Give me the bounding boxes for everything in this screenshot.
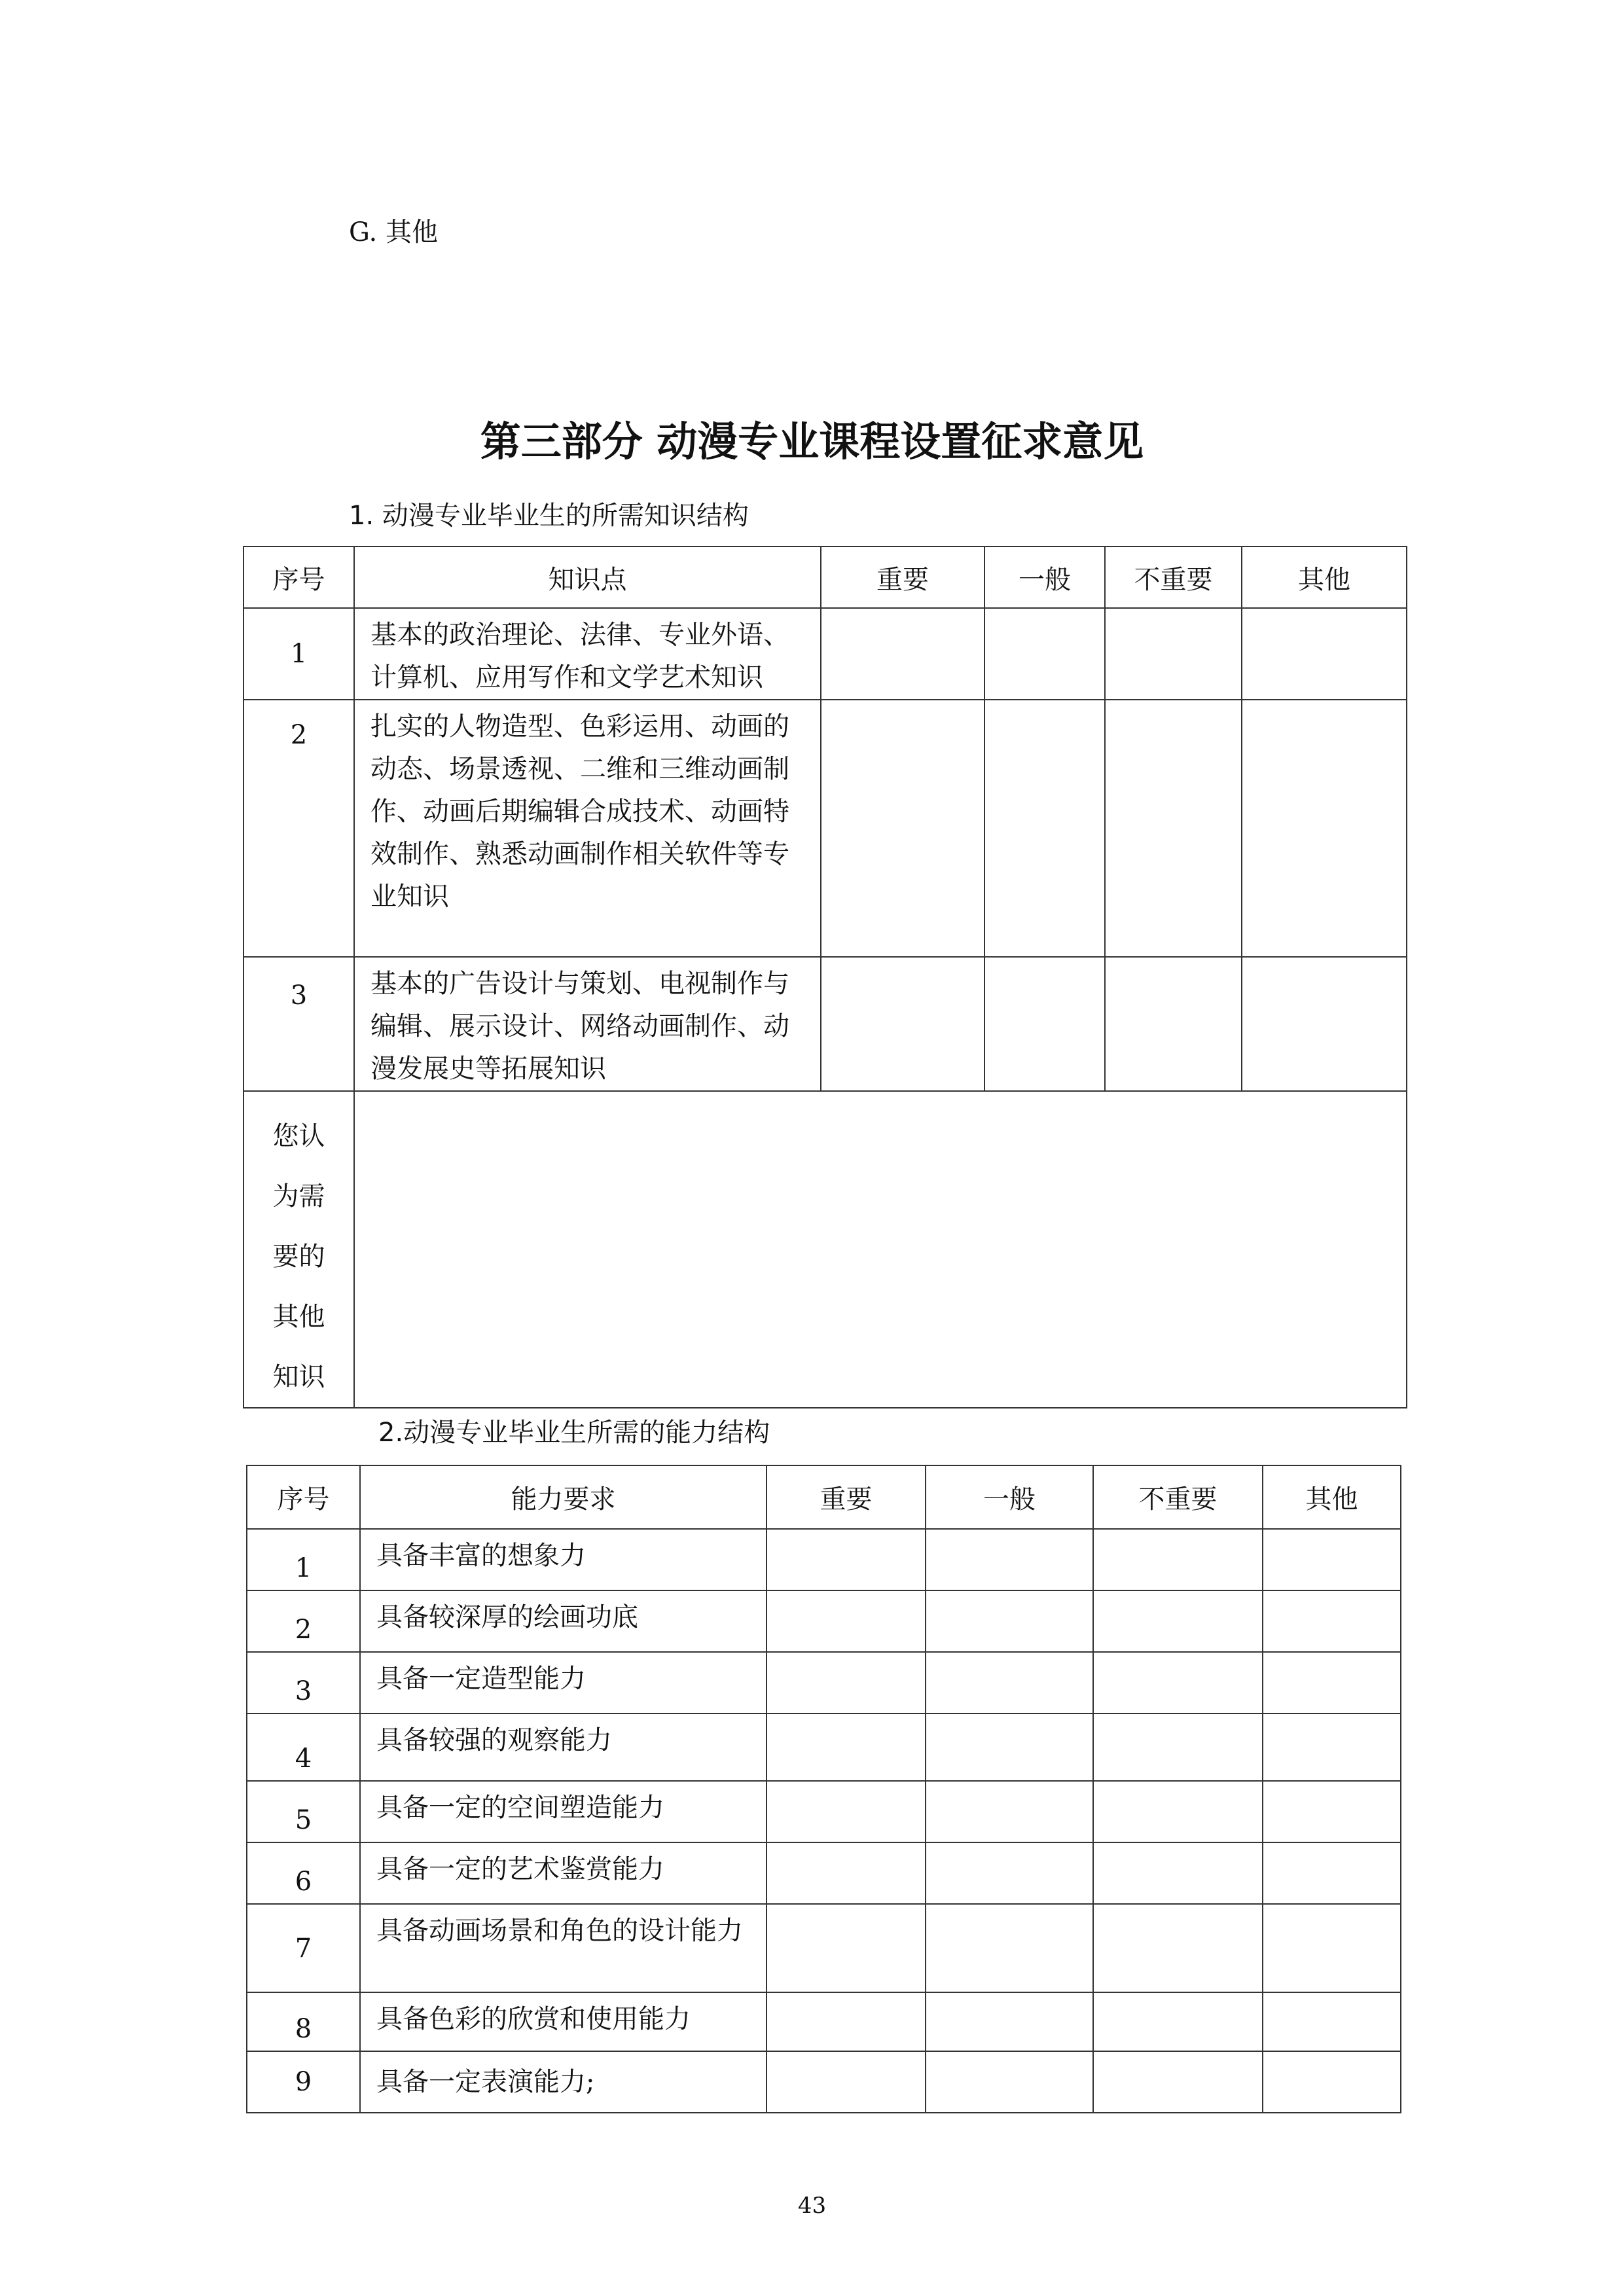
row-knowledge: 基本的广告设计与策划、电视制作与编辑、展示设计、网络动画制作、动漫发展史等拓展知识 xyxy=(354,957,821,1091)
label-line: 知识 xyxy=(272,1362,325,1392)
cell-important-checkbox[interactable] xyxy=(767,1904,926,1992)
label-line: 其他 xyxy=(272,1302,325,1332)
cell-general-checkbox[interactable] xyxy=(926,1652,1093,1713)
row-no: 6 xyxy=(247,1842,360,1904)
col-header-general: 一般 xyxy=(984,547,1105,608)
cell-general-checkbox[interactable] xyxy=(926,1842,1093,1904)
col-header-unimportant: 不重要 xyxy=(1093,1465,1263,1529)
option-g-text: G. 其他 xyxy=(349,217,438,247)
page-number: 43 xyxy=(797,2193,827,2219)
col-header-unimportant: 不重要 xyxy=(1105,547,1242,608)
table-row xyxy=(247,1781,1401,1842)
col-header-important: 重要 xyxy=(821,547,984,608)
cell-important-checkbox[interactable] xyxy=(767,1652,926,1713)
table-row xyxy=(244,608,1407,700)
knowledge-structure-table xyxy=(243,546,1407,1408)
table-row xyxy=(247,1652,1401,1713)
section2-heading: 2.动漫专业毕业生所需的能力结构 xyxy=(378,1418,770,1448)
row-no: 1 xyxy=(244,608,354,700)
cell-other-checkbox[interactable] xyxy=(1263,1842,1401,1904)
table-header-row xyxy=(244,547,1407,608)
cell-other-checkbox[interactable] xyxy=(1242,608,1407,700)
cell-unimportant-checkbox[interactable] xyxy=(1105,700,1242,957)
cell-unimportant-checkbox[interactable] xyxy=(1093,1590,1263,1652)
cell-general-checkbox[interactable] xyxy=(984,957,1105,1091)
cell-unimportant-checkbox[interactable] xyxy=(1093,1529,1263,1590)
cell-other-checkbox[interactable] xyxy=(1263,1652,1401,1713)
other-knowledge-input[interactable] xyxy=(354,1091,1407,1408)
cell-general-checkbox[interactable] xyxy=(926,1992,1093,2051)
cell-general-checkbox[interactable] xyxy=(926,1529,1093,1590)
cell-general-checkbox[interactable] xyxy=(926,1904,1093,1992)
cell-other-checkbox[interactable] xyxy=(1263,1590,1401,1652)
row-no: 4 xyxy=(247,1713,360,1781)
cell-general-checkbox[interactable] xyxy=(926,2051,1093,2113)
row-no: 7 xyxy=(247,1904,360,1992)
row-ability: 具备一定表演能力; xyxy=(360,2051,767,2113)
col-header-other: 其他 xyxy=(1242,547,1407,608)
row-no: 1 xyxy=(247,1529,360,1590)
cell-unimportant-checkbox[interactable] xyxy=(1093,1842,1263,1904)
row-ability: 具备一定的空间塑造能力 xyxy=(360,1781,767,1842)
row-ability: 具备一定造型能力 xyxy=(360,1652,767,1713)
table-row xyxy=(247,1713,1401,1781)
cell-other-checkbox[interactable] xyxy=(1263,1781,1401,1842)
col-header-knowledge: 知识点 xyxy=(354,547,821,608)
cell-important-checkbox[interactable] xyxy=(821,700,984,957)
section1-heading: 1. 动漫专业毕业生的所需知识结构 xyxy=(349,501,749,531)
cell-other-checkbox[interactable] xyxy=(1263,2051,1401,2113)
row-ability: 具备较深厚的绘画功底 xyxy=(360,1590,767,1652)
ability-structure-table xyxy=(246,1465,1401,2113)
cell-other-checkbox[interactable] xyxy=(1263,1529,1401,1590)
row-no: 2 xyxy=(247,1590,360,1652)
label-line: 您认 xyxy=(272,1121,325,1151)
table-row xyxy=(247,1842,1401,1904)
col-header-important: 重要 xyxy=(767,1465,926,1529)
cell-important-checkbox[interactable] xyxy=(767,1842,926,1904)
row-ability: 具备一定的艺术鉴赏能力 xyxy=(360,1842,767,1904)
cell-unimportant-checkbox[interactable] xyxy=(1105,957,1242,1091)
cell-unimportant-checkbox[interactable] xyxy=(1093,1713,1263,1781)
cell-unimportant-checkbox[interactable] xyxy=(1093,2051,1263,2113)
label-line: 要的 xyxy=(272,1242,325,1272)
cell-important-checkbox[interactable] xyxy=(767,1992,926,2051)
cell-important-checkbox[interactable] xyxy=(767,1713,926,1781)
table-row xyxy=(244,700,1407,957)
table-row xyxy=(247,1904,1401,1992)
cell-unimportant-checkbox[interactable] xyxy=(1105,608,1242,700)
row-no: 5 xyxy=(247,1781,360,1842)
cell-important-checkbox[interactable] xyxy=(767,1529,926,1590)
row-ability: 具备色彩的欣赏和使用能力 xyxy=(360,1992,767,2051)
row-ability: 具备较强的观察能力 xyxy=(360,1713,767,1781)
cell-unimportant-checkbox[interactable] xyxy=(1093,1992,1263,2051)
row-ability: 具备动画场景和角色的设计能力 xyxy=(360,1904,767,1992)
col-header-no: 序号 xyxy=(244,547,354,608)
table-row xyxy=(247,1992,1401,2051)
col-header-general: 一般 xyxy=(926,1465,1093,1529)
cell-unimportant-checkbox[interactable] xyxy=(1093,1781,1263,1842)
cell-other-checkbox[interactable] xyxy=(1263,1992,1401,2051)
row-no: 8 xyxy=(247,1992,360,2051)
cell-general-checkbox[interactable] xyxy=(984,700,1105,957)
cell-important-checkbox[interactable] xyxy=(767,1590,926,1652)
part-title: 第三部分 动漫专业课程设置征求意见 xyxy=(480,418,1144,465)
row-no: 3 xyxy=(244,957,354,1091)
other-knowledge-label xyxy=(244,1091,354,1408)
table-row xyxy=(247,1590,1401,1652)
cell-general-checkbox[interactable] xyxy=(926,1713,1093,1781)
cell-general-checkbox[interactable] xyxy=(926,1590,1093,1652)
row-no: 2 xyxy=(244,700,354,957)
cell-general-checkbox[interactable] xyxy=(926,1781,1093,1842)
cell-other-checkbox[interactable] xyxy=(1242,700,1407,957)
cell-important-checkbox[interactable] xyxy=(767,2051,926,2113)
col-header-other: 其他 xyxy=(1263,1465,1401,1529)
row-no: 9 xyxy=(247,2051,360,2113)
col-header-no: 序号 xyxy=(247,1465,360,1529)
row-knowledge: 扎实的人物造型、色彩运用、动画的动态、场景透视、二维和三维动画制作、动画后期编辑合成技术、动画特效制作、熟悉动画制作相关软件等专业知识 xyxy=(354,700,821,957)
row-ability: 具备丰富的想象力 xyxy=(360,1529,767,1590)
label-line: 为需 xyxy=(272,1181,325,1211)
row-knowledge: 基本的政治理论、法律、专业外语、计算机、应用写作和文学艺术知识 xyxy=(354,608,821,700)
cell-other-checkbox[interactable] xyxy=(1263,1713,1401,1781)
cell-other-checkbox[interactable] xyxy=(1263,1904,1401,1992)
table-row xyxy=(244,957,1407,1091)
table-row xyxy=(247,1529,1401,1590)
cell-other-checkbox[interactable] xyxy=(1242,957,1407,1091)
table-row xyxy=(247,2051,1401,2113)
table-header-row xyxy=(247,1465,1401,1529)
cell-important-checkbox[interactable] xyxy=(767,1781,926,1842)
other-knowledge-row xyxy=(244,1091,1407,1408)
col-header-ability: 能力要求 xyxy=(360,1465,767,1529)
cell-important-checkbox[interactable] xyxy=(821,957,984,1091)
cell-important-checkbox[interactable] xyxy=(821,608,984,700)
row-no: 3 xyxy=(247,1652,360,1713)
cell-unimportant-checkbox[interactable] xyxy=(1093,1904,1263,1992)
cell-general-checkbox[interactable] xyxy=(984,608,1105,700)
cell-unimportant-checkbox[interactable] xyxy=(1093,1652,1263,1713)
